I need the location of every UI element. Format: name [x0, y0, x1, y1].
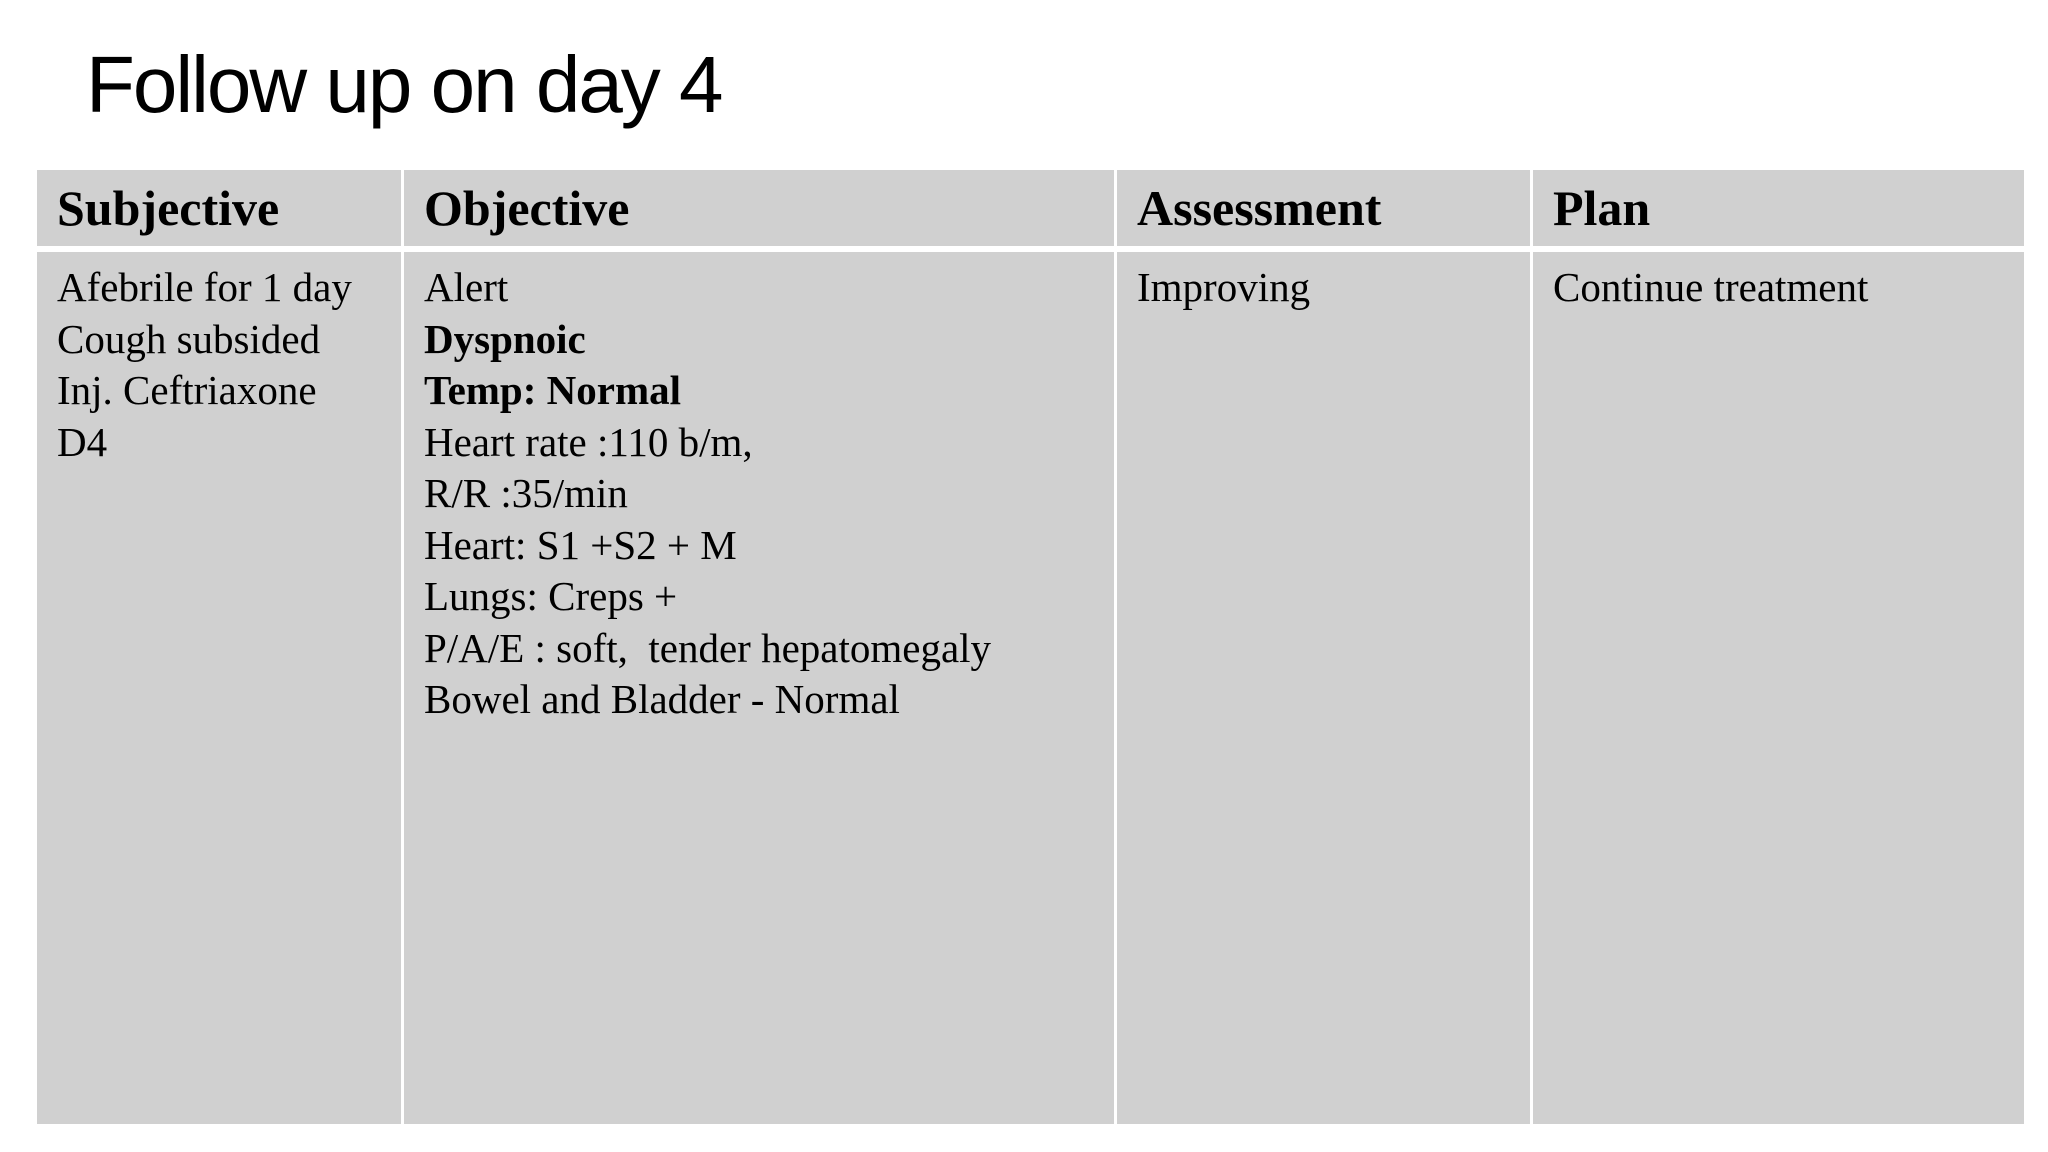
objective-line: Heart rate :110 b/m, — [424, 418, 753, 465]
objective-line: Alert — [424, 264, 509, 310]
subjective-line: Inj. Ceftriaxone — [57, 367, 317, 413]
subjective-line: Cough subsided — [57, 315, 321, 362]
objective-line: P/A/E : soft, tender hepatomegaly — [424, 624, 992, 671]
plan-text: Continue treatment — [1553, 264, 1869, 310]
assessment-cell — [1116, 249, 1532, 1126]
objective-line: Heart: S1 +S2 + M — [424, 521, 737, 568]
objective-cell — [403, 249, 1116, 1126]
header-plan: Plan — [1532, 169, 2026, 250]
subjective-line: Afebrile for 1 day — [57, 264, 352, 310]
plan-cell — [1532, 249, 2026, 1126]
soap-table — [34, 167, 2027, 1127]
header-assessment: Assessment — [1116, 169, 1532, 250]
header-subjective: Subjective — [36, 169, 403, 250]
header-objective: Objective — [403, 169, 1116, 250]
assessment-text: Improving — [1137, 264, 1311, 310]
objective-line: Lungs: Creps + — [424, 573, 678, 619]
subjective-cell — [36, 249, 403, 1126]
header-row — [36, 169, 2026, 250]
objective-line: Dyspnoic — [424, 315, 586, 362]
table-row — [36, 249, 2026, 1126]
objective-line: Temp: Normal — [424, 367, 681, 413]
objective-line: Bowel and Bladder - Normal — [424, 676, 900, 722]
objective-line: R/R :35/min — [424, 470, 628, 516]
slide-title: Follow up on day 4 — [86, 40, 722, 129]
subjective-line: D4 — [57, 418, 108, 465]
